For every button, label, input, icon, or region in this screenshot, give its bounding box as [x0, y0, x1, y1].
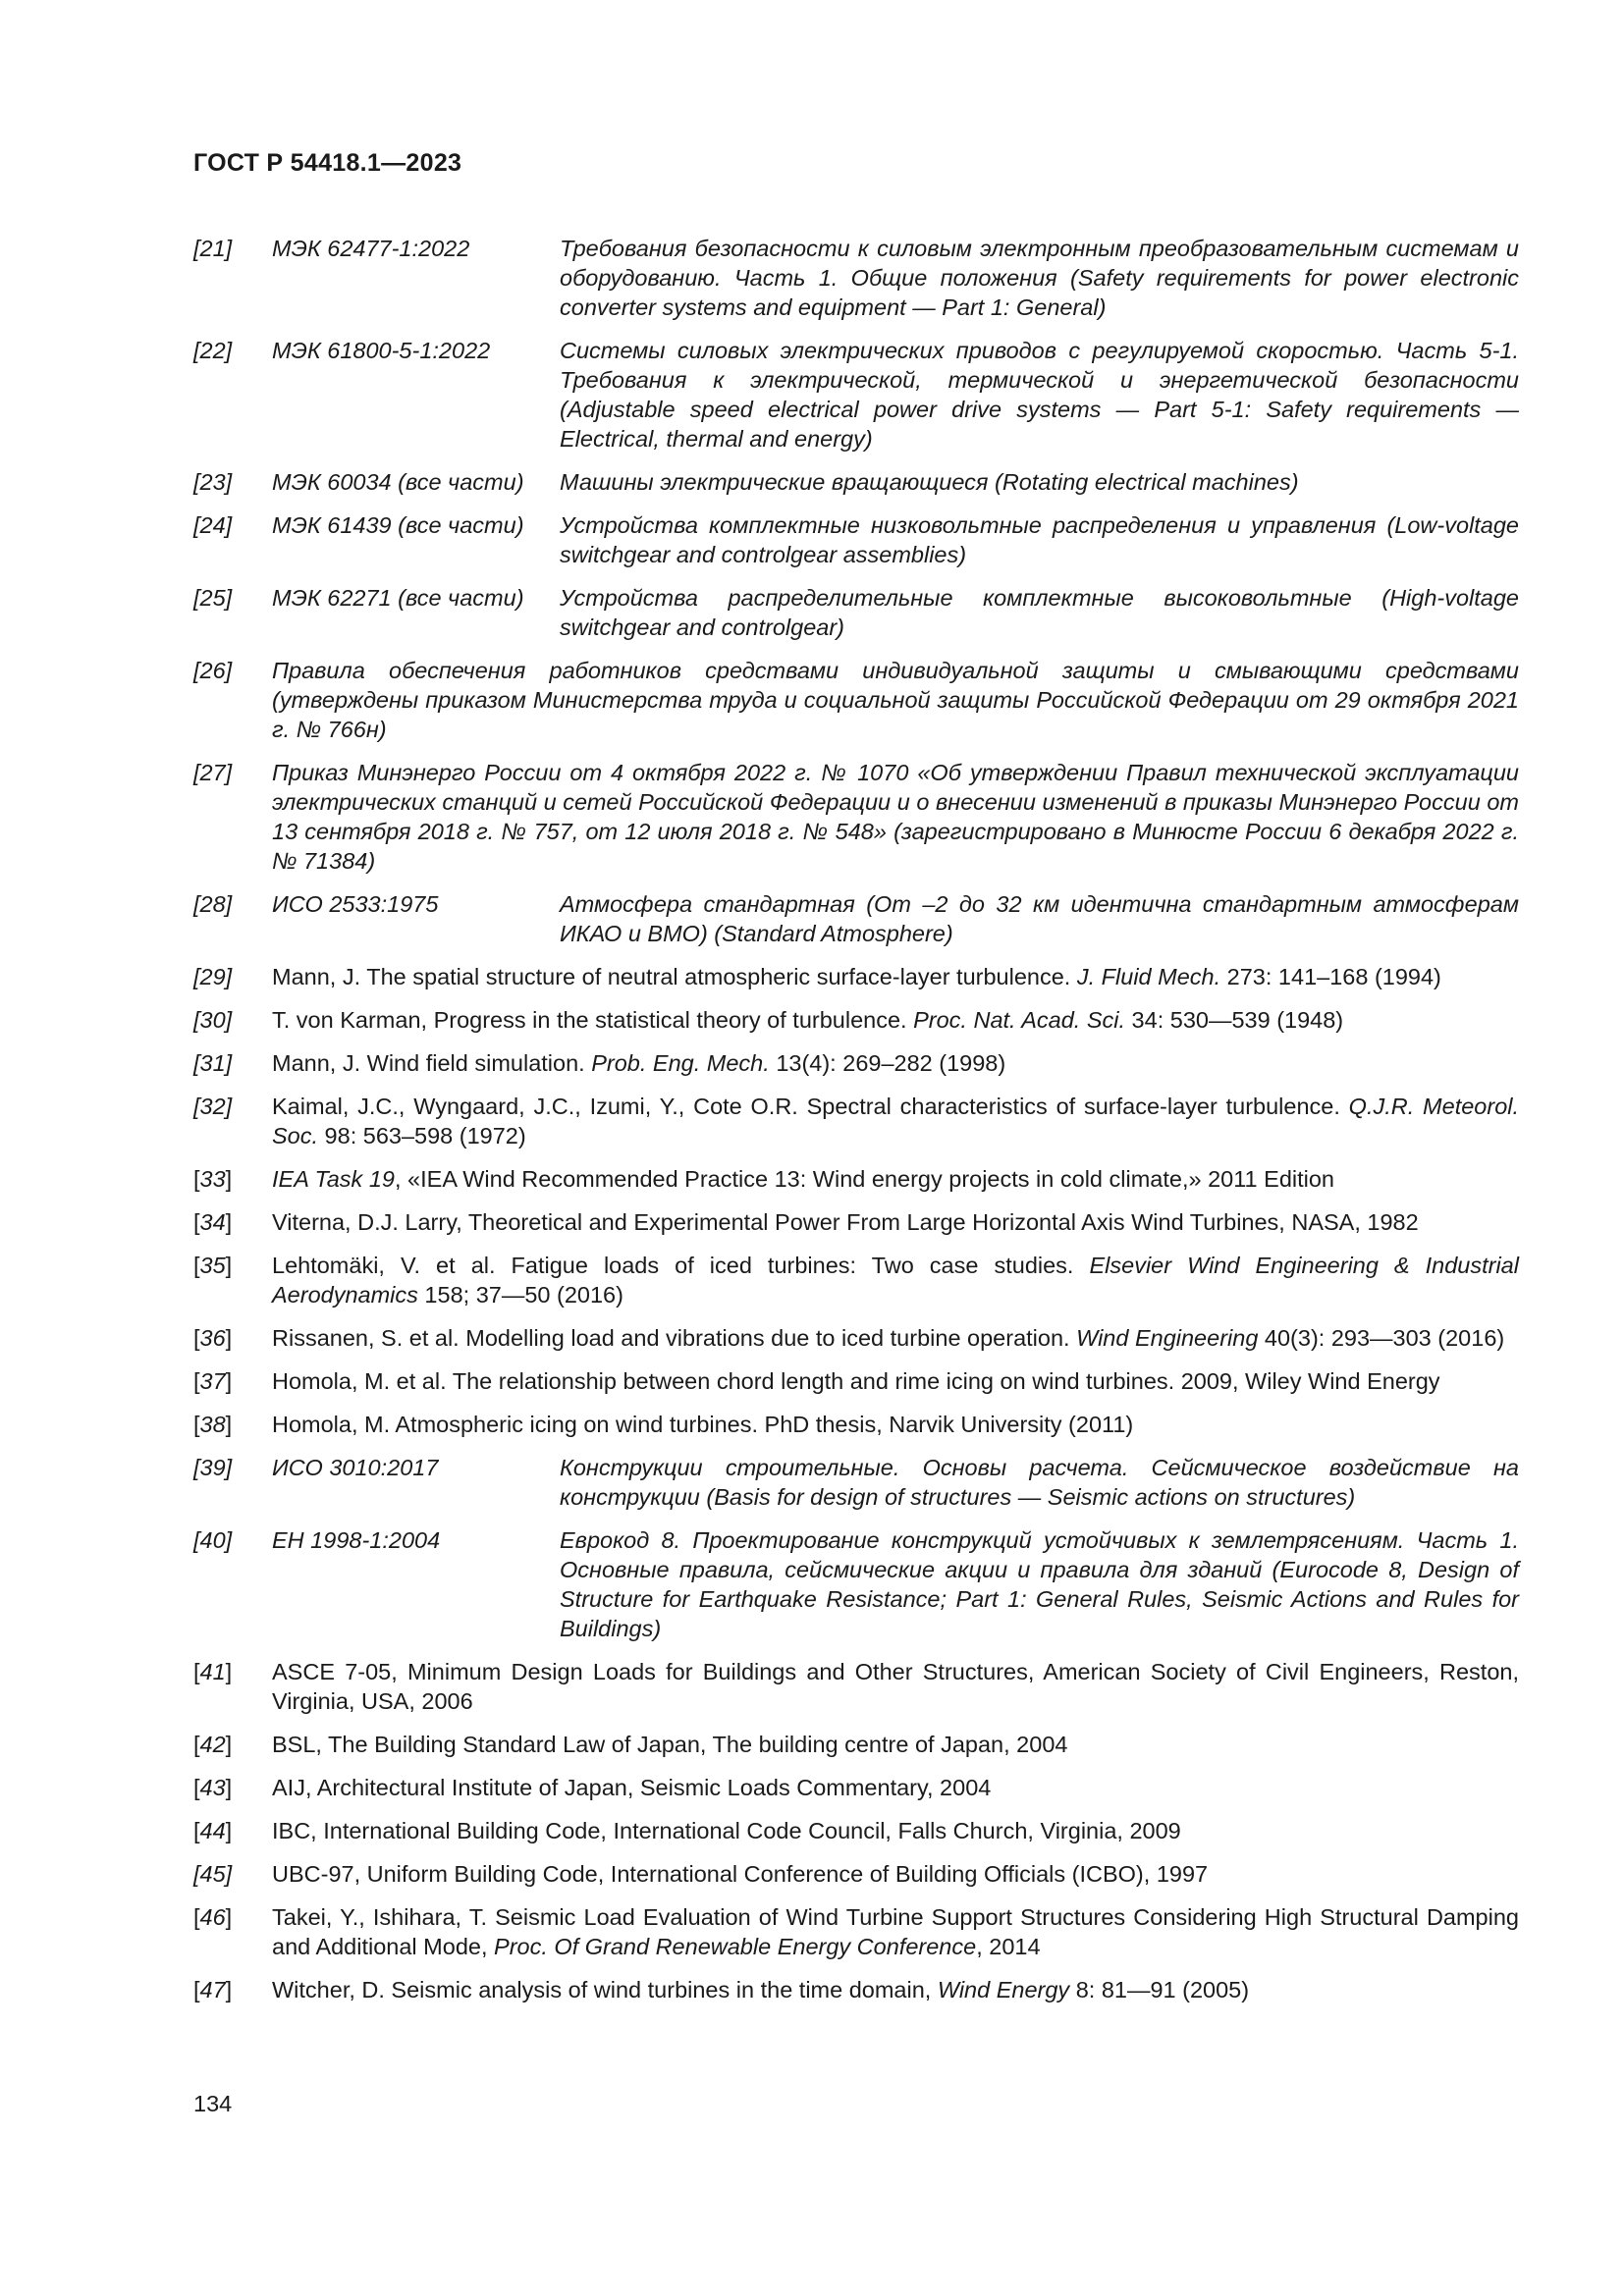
reference-number: 23: [199, 469, 226, 495]
journal-name: Wind Engineering: [1076, 1325, 1259, 1351]
bibliography-list: [193, 234, 1519, 2018]
reference-code: ИСО 2533:1975: [272, 891, 439, 917]
journal-name: Proc. Nat. Acad. Sci.: [913, 1007, 1126, 1033]
journal-name: Q.J.R. Meteorol. Soc.: [272, 1094, 1520, 1148]
reference-entry: [33] IEA Task 19, «IEA Wind Recommended Practice 13: Wind energy projects in cold climate,» 2011 Edition: [193, 1164, 1519, 1194]
reference-entry: [29] Mann, J. The spatial structure of neutral atmospheric surface-layer turbulence. J. Fluid Mech. 273: 141–168 (1994): [193, 962, 1519, 991]
reference-number: 29: [199, 964, 226, 989]
reference-number: 22: [199, 338, 226, 363]
journal-name: J. Fluid Mech.: [1076, 964, 1221, 989]
reference-text: Правила обеспечения работников средствами индивидуальной защиты и смывающими средствами (утверждены приказом Министерства труда и социальной защиты Российской Федерации от 29 октября 2021 г. № 766н): [272, 658, 1519, 742]
document-header: ГОСТ Р 54418.1—2023: [193, 149, 462, 177]
reference-entry: [30] T. von Karman, Progress in the statistical theory of turbulence. Proc. Nat. Acad. Sci. 34: 530—539 (1948): [193, 1005, 1519, 1035]
reference-title: Устройства распределительные комплектные высоковольтные (High-voltage switchgear and controlgear): [560, 585, 1519, 640]
reference-number: 32: [199, 1094, 226, 1119]
reference-entry: [42] BSL, The Building Standard Law of Japan, The building centre of Japan, 2004: [193, 1730, 1519, 1759]
reference-number: 35: [199, 1253, 226, 1278]
reference-number: 47: [199, 1977, 226, 2002]
reference-text: Homola, M. Atmospheric icing on wind turbines. PhD thesis, Narvik University (2011): [272, 1412, 1134, 1437]
reference-entry: [35] Lehtomäki, V. et al. Fatigue loads of iced turbines: Two case studies. Elsevier Wind Engineering & Industrial Aerodynamics 158; 37—50 (2016): [193, 1253, 1519, 1308]
journal-name: IEA Task 19: [272, 1166, 395, 1192]
reference-entry: [26] Правила обеспечения работников средствами индивидуальной защиты и смывающими средствами (утверждены приказом Министерства труда и социальной защиты Российской Федерации от 29 октября 2021 г. № 766н): [193, 658, 1519, 742]
reference-text: Takei, Y., Ishihara, T. Seismic Load Evaluation of Wind Turbine Support Structures Considering High Structural Damping and Additional Mode, Proc. Of Grand Renewable Energy Conference, 2014: [272, 1904, 1519, 1959]
reference-entry: [22] МЭК 61800-5-1:2022 Системы силовых электрических приводов с регулируемой скоростью. Часть 5-1. Требования к электрической, термической и энергетической безопасности (Adjustable speed electrical power drive systems — Part 5-1: Safety requirements — Electrical, thermal and energy): [193, 338, 1519, 452]
reference-entry: [32] Kaimal, J.C., Wyngaard, J.C., Izumi, Y., Cote O.R. Spectral characteristics of surface-layer turbulence. Q.J.R. Meteorol. Soc. 98: 563–598 (1972): [193, 1094, 1520, 1148]
reference-title: Требования безопасности к силовым электронным преобразовательным системам и оборудованию. Часть 1. Общие положения (Safety requirements for power electronic converter systems and equipment — Part 1: General): [560, 236, 1519, 320]
reference-text: Rissanen, S. et al. Modelling load and vibrations due to iced turbine operation. Wind Engineering 40(3): 293—303 (2016): [272, 1325, 1505, 1351]
reference-number: 42: [199, 1732, 226, 1757]
reference-number: 44: [199, 1818, 226, 1843]
reference-entry: [41] ASCE 7-05, Minimum Design Loads for Buildings and Other Structures, American Society of Civil Engineers, Reston, Virginia, USA, 2006: [193, 1659, 1519, 1714]
reference-number: 40: [199, 1527, 226, 1553]
reference-text: Mann, J. Wind field simulation. Prob. Eng. Mech. 13(4): 269–282 (1998): [272, 1050, 1006, 1076]
reference-number: 33: [199, 1166, 226, 1192]
reference-title: Атмосфера стандартная (От –2 до 32 км идентична стандартным атмосферам ИКАО и ВМО) (Standard Atmosphere): [560, 891, 1519, 946]
reference-entry: [46] Takei, Y., Ishihara, T. Seismic Load Evaluation of Wind Turbine Support Structures Considering High Structural Damping and Additional Mode, Proc. Of Grand Renewable Energy Conference, 2014: [193, 1904, 1519, 1959]
reference-code: МЭК 61439 (все части): [272, 512, 524, 538]
reference-text: Приказ Минэнерго России от 4 октября 2022 г. № 1070 «Об утверждении Правил технической эксплуатации электрических станций и сетей Российской Федерации и о внесении изменений в приказы Минэнерго России от 13 сентября 2018 г. № 757, от 12 июля 2018 г. № 548» (зарегистрировано в Минюсте России 6 декабря 2022 г. № 71384): [272, 760, 1519, 874]
reference-number: 28: [199, 891, 226, 917]
page-number: 134: [193, 2091, 233, 2116]
reference-number: 30: [199, 1007, 226, 1033]
reference-text: IEA Task 19, «IEA Wind Recommended Practice 13: Wind energy projects in cold climate,» 2011 Edition: [272, 1166, 1335, 1192]
reference-text: Homola, M. et al. The relationship between chord length and rime icing on wind turbines. 2009, Wiley Wind Energy: [272, 1368, 1440, 1394]
reference-entry: [24] МЭК 61439 (все части) Устройства комплектные низковольтные распределения и управления (Low-voltage switchgear and controlgear assemblies): [193, 512, 1519, 567]
reference-text: Kaimal, J.C., Wyngaard, J.C., Izumi, Y., Cote O.R. Spectral characteristics of surface-layer turbulence. Q.J.R. Meteorol. Soc. 98: 563–598 (1972): [272, 1094, 1520, 1148]
reference-code: ЕН 1998-1:2004: [272, 1527, 441, 1553]
reference-number: 24: [199, 512, 226, 538]
reference-text: UBC-97, Uniform Building Code, International Conference of Building Officials (ICBO), 1997: [272, 1861, 1209, 1887]
reference-entry: [34] Viterna, D.J. Larry, Theoretical and Experimental Power From Large Horizontal Axis Wind Turbines, NASA, 1982: [193, 1207, 1519, 1237]
reference-number: 39: [199, 1455, 226, 1480]
reference-text: BSL, The Building Standard Law of Japan, The building centre of Japan, 2004: [272, 1732, 1068, 1757]
reference-title: Еврокод 8. Проектирование конструкций устойчивых к землетрясениям. Часть 1. Основные правила, сейсмические акции и правила для зданий (Eurocode 8, Design of Structure for Earthquake Resistance; Part 1: General Rules, Seismic Actions and Rules for Buildings): [560, 1527, 1519, 1641]
reference-number: 25: [199, 585, 226, 611]
reference-text: Witcher, D. Seismic analysis of wind turbines in the time domain, Wind Energy 8: 81—91 (2005): [272, 1977, 1250, 2002]
reference-entry: [21] МЭК 62477-1:2022 Требования безопасности к силовым электронным преобразовательным системам и оборудованию. Часть 1. Общие положения (Safety requirements for power electronic converter systems and equipment — Part 1: General): [193, 236, 1519, 320]
reference-number: 37: [199, 1368, 226, 1394]
reference-number: 43: [199, 1775, 226, 1800]
reference-code: МЭК 60034 (все части): [272, 469, 524, 495]
reference-entry: [27] Приказ Минэнерго России от 4 октября 2022 г. № 1070 «Об утверждении Правил технической эксплуатации электрических станций и сетей Российской Федерации и о внесении изменений в приказы Минэнерго России от 13 сентября 2018 г. № 757, от 12 июля 2018 г. № 548» (зарегистрировано в Минюсте России 6 декабря 2022 г. № 71384): [193, 760, 1519, 874]
reference-number: 27: [199, 760, 226, 785]
reference-text: T. von Karman, Progress in the statistical theory of turbulence. Proc. Nat. Acad. Sci. 34: 530—539 (1948): [272, 1007, 1344, 1033]
reference-title: Устройства комплектные низковольтные распределения и управления (Low-voltage switchgear and controlgear assemblies): [560, 512, 1519, 567]
reference-entry: [23] МЭК 60034 (все части) Машины электрические вращающиеся (Rotating electrical machines): [193, 467, 1519, 497]
journal-name: Proc. Of Grand Renewable Energy Conference: [494, 1934, 977, 1959]
reference-entry: [47] Witcher, D. Seismic analysis of wind turbines in the time domain, Wind Energy 8: 81—91 (2005): [193, 1975, 1519, 2004]
reference-text: ASCE 7-05, Minimum Design Loads for Buildings and Other Structures, American Society of Civil Engineers, Reston, Virginia, USA, 2006: [272, 1659, 1519, 1714]
reference-entry: [31] Mann, J. Wind field simulation. Prob. Eng. Mech. 13(4): 269–282 (1998): [193, 1048, 1519, 1078]
reference-entry: [38] Homola, M. Atmospheric icing on wind turbines. PhD thesis, Narvik University (2011): [193, 1410, 1519, 1439]
reference-text: Lehtomäki, V. et al. Fatigue loads of iced turbines: Two case studies. Elsevier Wind Engineering & Industrial Aerodynamics 158; 37—50 (2016): [272, 1253, 1519, 1308]
reference-title: Системы силовых электрических приводов с регулируемой скоростью. Часть 5-1. Требования к электрической, термической и энергетической безопасности (Adjustable speed electrical power drive systems — Part 5-1: Safety requirements — Electrical, thermal and energy): [560, 338, 1519, 452]
reference-text: Mann, J. The spatial structure of neutral atmospheric surface-layer turbulence. J. Fluid Mech. 273: 141–168 (1994): [272, 964, 1441, 989]
reference-title: Машины электрические вращающиеся (Rotating electrical machines): [560, 469, 1299, 495]
reference-entry: [39] ИСО 3010:2017 Конструкции строительные. Основы расчета. Сейсмическое воздействие на конструкции (Basis for design of structures — Seismic actions on structures): [193, 1455, 1519, 1510]
reference-number: 41: [199, 1659, 226, 1684]
reference-number: 34: [199, 1209, 226, 1235]
reference-number: 26: [199, 658, 226, 683]
reference-text: AIJ, Architectural Institute of Japan, Seismic Loads Commentary, 2004: [272, 1775, 992, 1800]
reference-number: 21: [199, 236, 226, 261]
reference-entry: [44] IBC, International Building Code, International Code Council, Falls Church, Virginia, 2009: [193, 1816, 1519, 1845]
reference-entry: [37] Homola, M. et al. The relationship between chord length and rime icing on wind turbines. 2009, Wiley Wind Energy: [193, 1366, 1519, 1396]
reference-title: Конструкции строительные. Основы расчета. Сейсмическое воздействие на конструкции (Basis for design of structures — Seismic actions on structures): [560, 1455, 1519, 1510]
reference-number: 46: [199, 1904, 226, 1930]
reference-entry: [40] ЕН 1998-1:2004 Еврокод 8. Проектирование конструкций устойчивых к землетрясениям. Часть 1. Основные правила, сейсмические акции и правила для зданий (Eurocode 8, Design of Structure for Earthquake Resistance; Part 1: General Rules, Seismic Actions and Rules for Buildings): [193, 1527, 1519, 1641]
reference-entry: [43] AIJ, Architectural Institute of Japan, Seismic Loads Commentary, 2004: [193, 1773, 1519, 1802]
reference-number: 38: [199, 1412, 226, 1437]
reference-code: МЭК 62271 (все части): [272, 585, 524, 611]
reference-number: 45: [199, 1861, 226, 1887]
reference-number: 31: [199, 1050, 226, 1076]
reference-text: Viterna, D.J. Larry, Theoretical and Experimental Power From Large Horizontal Axis Wind Turbines, NASA, 1982: [272, 1209, 1419, 1235]
reference-code: МЭК 62477-1:2022: [272, 236, 470, 261]
reference-entry: [36] Rissanen, S. et al. Modelling load and vibrations due to iced turbine operation. Wind Engineering 40(3): 293—303 (2016): [193, 1323, 1519, 1353]
reference-entry: [25] МЭК 62271 (все части) Устройства распределительные комплектные высоковольтные (High-voltage switchgear and controlgear): [193, 585, 1519, 640]
reference-number: 36: [199, 1325, 226, 1351]
reference-code: МЭК 61800-5-1:2022: [272, 338, 491, 363]
reference-entry: [28] ИСО 2533:1975 Атмосфера стандартная (От –2 до 32 км идентична стандартным атмосферам ИКАО и ВМО) (Standard Atmosphere): [193, 891, 1519, 946]
journal-name: Elsevier Wind Engineering & Industrial Aerodynamics: [272, 1253, 1519, 1308]
journal-name: Prob. Eng. Mech.: [591, 1050, 770, 1076]
journal-name: Wind Energy: [937, 1977, 1070, 2002]
reference-code: ИСО 3010:2017: [272, 1455, 439, 1480]
reference-text: IBC, International Building Code, International Code Council, Falls Church, Virginia, 2009: [272, 1818, 1181, 1843]
reference-entry: [45] UBC-97, Uniform Building Code, International Conference of Building Officials (ICBO), 1997: [193, 1859, 1519, 1889]
